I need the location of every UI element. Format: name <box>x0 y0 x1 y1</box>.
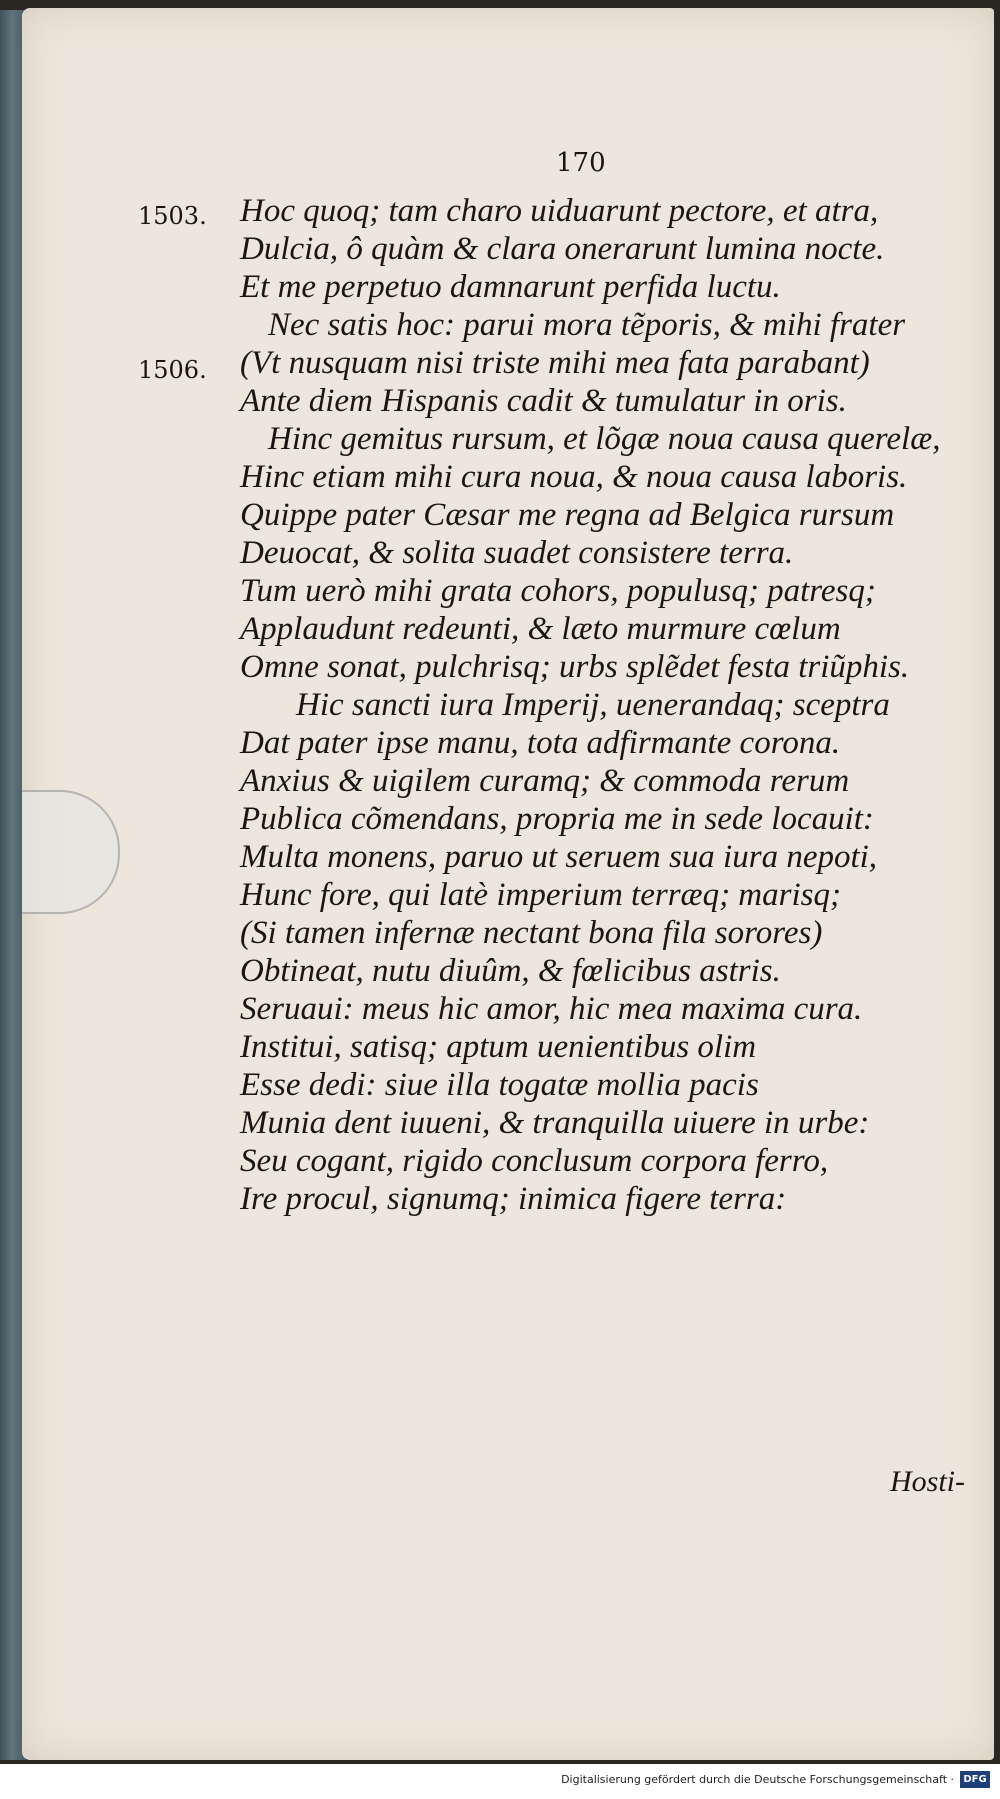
verse-line: Deuocat, & solita suadet consistere terra. <box>240 535 794 571</box>
verse-line: Hoc quoq; tam charo uiduarunt pectore, et atra, <box>240 193 879 229</box>
verse-line: Publica cõmendans, propria me in sede locauit: <box>240 801 874 837</box>
verse-line: Dat pater ipse manu, tota adfirmante corona. <box>240 725 841 761</box>
page-clip <box>22 790 120 914</box>
verse-text <box>240 192 970 1218</box>
verse-line: Et me perpetuo damnarunt perfida luctu. <box>240 269 781 305</box>
verse-line: Institui, satisq; aptum uenientibus olim <box>240 1029 757 1065</box>
verse-line: Nec satis hoc: parui mora tẽporis, & mihi frater <box>268 307 906 343</box>
verse-line: Dulcia, ô quàm & clara onerarunt lumina nocte. <box>240 231 885 267</box>
verse-line: Ante diem Hispanis cadit & tumulatur in oris. <box>240 383 847 419</box>
verse-line: (Vt nusquam nisi triste mihi mea fata parabant) <box>240 345 870 381</box>
verse-line: Anxius & uigilem curamq; & commoda rerum <box>240 763 850 799</box>
verse-line: Seu cogant, rigido conclusum corpora ferro, <box>240 1143 829 1179</box>
verse-line: (Si tamen infernæ nectant bona fila sorores) <box>240 915 823 951</box>
page-number: 170 <box>556 148 606 178</box>
verse-line: Ire procul, signumq; inimica figere terra: <box>240 1181 787 1217</box>
verse-line: Multa monens, paruo ut seruem sua iura nepoti, <box>240 839 878 875</box>
catchword: Hosti- <box>890 1465 965 1498</box>
margin-note-year: 1506. <box>138 356 207 384</box>
verse-line: Esse dedi: siue illa togatæ mollia pacis <box>240 1067 759 1103</box>
verse-line: Obtineat, nutu diuûm, & fœlicibus astris. <box>240 953 781 989</box>
verse-line: Applaudunt redeunti, & læto murmure cœlum <box>240 611 841 647</box>
footer-credit: Digitalisierung gefördert durch die Deutsche Forschungsgemeinschaft · <box>561 1773 954 1786</box>
footer-bar <box>0 1764 1000 1799</box>
dfg-logo: DFG <box>960 1771 990 1788</box>
verse-line: Hinc etiam mihi cura noua, & noua causa laboris. <box>240 459 908 495</box>
verse-line: Hic sancti iura Imperij, uenerandaq; sceptra <box>296 687 890 723</box>
margin-note-year: 1503. <box>138 202 207 230</box>
verse-line: Hinc gemitus rursum, et lõgæ noua causa querelæ, <box>268 421 941 457</box>
verse-line: Quippe pater Cæsar me regna ad Belgica rursum <box>240 497 895 533</box>
verse-line: Seruaui: meus hic amor, hic mea maxima cura. <box>240 991 863 1027</box>
verse-line: Tum uerò mihi grata cohors, populusq; patresq; <box>240 573 876 609</box>
verse-line: Omne sonat, pulchrisq; urbs splẽdet festa triũphis. <box>240 649 910 685</box>
verse-line: Hunc fore, qui latè imperium terræq; marisq; <box>240 877 841 913</box>
verse-line: Munia dent iuueni, & tranquilla uiuere in urbe: <box>240 1105 870 1141</box>
